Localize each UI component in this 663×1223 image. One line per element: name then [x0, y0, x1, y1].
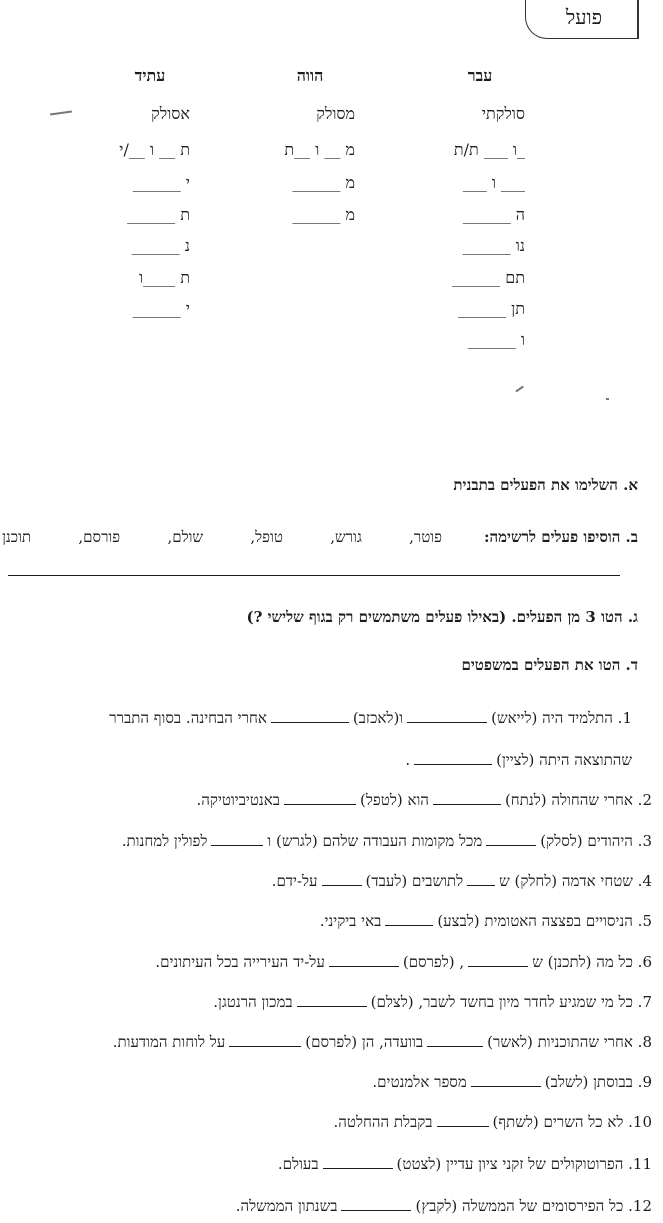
answer-blank[interactable] [329, 966, 399, 967]
answer-blank[interactable] [341, 1210, 411, 1211]
answer-blank[interactable] [414, 764, 492, 765]
sentence-number: 8. [632, 1033, 652, 1051]
sentence-text: בבוסתן (לשלב) [544, 1073, 633, 1091]
sentence-number: 6. [632, 953, 652, 971]
answer-blank[interactable] [323, 1168, 393, 1169]
sentence-text: על-יד העירייה בכל העיתונים. [155, 953, 325, 971]
past-form-row[interactable]: נו ______ [462, 236, 525, 255]
past-form-row[interactable]: תן ______ [458, 299, 525, 318]
exercise-sentence [372, 1073, 652, 1092]
task-c: ג. הטו 3 מן הפעלים. (באילו פעלים משתמשים רק בגוף שלישי ?) [246, 608, 638, 626]
task-a: א. השלימו את הפעלים בתבנית [453, 476, 638, 494]
stray-mark [50, 110, 72, 115]
answer-blank[interactable] [211, 845, 263, 846]
header-future: עתיד [134, 66, 166, 85]
sentence-text: לתושבים (לעבד) [365, 872, 464, 890]
sentence-number: 9. [632, 1073, 652, 1091]
answer-blank[interactable] [322, 885, 362, 886]
sentence-number: 7. [632, 993, 652, 1011]
future-form-row[interactable]: ת __ ו __/י [119, 140, 190, 159]
exercise-sentence [272, 872, 652, 891]
present-form-row[interactable]: מ ______ [292, 173, 355, 192]
exercise-sentence [197, 791, 652, 810]
sentence-text: ו(לאכזב) [352, 709, 404, 727]
sentence-text: באנטיביוטיקה. [196, 791, 281, 809]
answer-blank[interactable] [407, 722, 487, 723]
answer-blank[interactable] [486, 845, 536, 846]
exercise-sentence [320, 912, 652, 931]
exercise-sentence [278, 1155, 652, 1174]
answer-blank[interactable] [433, 804, 501, 805]
exercise-sentence [155, 953, 652, 972]
sentence-text: , (לפרסם) [402, 953, 465, 971]
sentence-text: הפרוטוקולים של זקני ציון עדיין (לצטט) [396, 1155, 624, 1173]
header-present: הווה [296, 66, 324, 85]
answer-blank[interactable] [471, 1086, 541, 1087]
sentence-number: 12. [623, 1197, 652, 1215]
answer-line[interactable] [8, 575, 620, 576]
answer-blank[interactable] [437, 1126, 489, 1127]
answer-blank[interactable] [468, 966, 528, 967]
exercise-sentence [213, 993, 652, 1012]
sentence-number: 3. [632, 832, 652, 850]
future-form-row[interactable]: י ______ [132, 173, 190, 192]
stray-mark [515, 386, 523, 392]
word-item: גורש, [330, 528, 362, 546]
task-b-label: ב. הוסיפו פעלים לרשימה: [484, 528, 638, 546]
answer-blank[interactable] [385, 925, 433, 926]
sentence-text: כל מי שמגיע לחדר מיון בחשד לשבר, (לצלם) [370, 993, 633, 1011]
past-form-row[interactable]: ה ______ [462, 205, 525, 224]
future-form-row[interactable]: ת ______ [127, 205, 190, 224]
sentence-text: התלמיד היה (לייאש) [491, 709, 613, 727]
word-item: פוטר, [409, 528, 442, 546]
word-item: שולם, [167, 528, 204, 546]
sentence-text: במכון הרנטגן. [213, 993, 293, 1011]
exercise-sentence [405, 751, 632, 770]
sentence-number: 11. [623, 1155, 652, 1173]
future-first-form: אסולק [151, 104, 190, 123]
future-form-row[interactable]: ת ____ו [139, 268, 190, 287]
task-b-words [2, 528, 442, 547]
sentence-text: כל מה (לתכנן) ש [532, 953, 633, 971]
sentence-number: 1. [612, 709, 632, 727]
sentence-number: 5. [632, 912, 652, 930]
sentence-text: לא כל השרים (לשתף) [492, 1113, 624, 1131]
topic-tag-label: פועל [565, 5, 603, 29]
exercise-sentence [333, 1113, 652, 1132]
answer-blank[interactable] [229, 1046, 301, 1047]
task-d: ד. הטו את הפעלים במשפטים [461, 656, 638, 674]
sentence-number: 4. [632, 872, 652, 890]
sentence-text: בקבלת ההחלטה. [333, 1113, 433, 1131]
sentence-text: בוועדה, הן (לפרסם) [305, 1033, 424, 1051]
sentence-text: אחרי שהחולה (לנתח) [504, 791, 633, 809]
past-form-row[interactable]: _ו ___ ת/ת [453, 140, 525, 159]
sentence-text: . [405, 751, 411, 769]
past-first-form: סולקתי [481, 104, 525, 123]
exercise-sentence [122, 832, 652, 851]
answer-blank[interactable] [271, 722, 349, 723]
sentence-text: הניסויים בפצצה האטומית (לבצע) [437, 912, 633, 930]
sentence-number: 10. [623, 1113, 652, 1131]
present-form-row[interactable]: מ ______ [292, 205, 355, 224]
sentence-text: על-ידם. [271, 872, 318, 890]
sentence-text: לפולין למחנות. [121, 832, 208, 850]
word-item: פורסם, [78, 528, 121, 546]
past-form-row[interactable]: ___ ו ___ [462, 173, 525, 192]
sentence-text: בשנתון הממשלה. [235, 1197, 338, 1215]
answer-blank[interactable] [467, 885, 495, 886]
past-form-row[interactable]: תם ______ [452, 268, 525, 287]
tag-edge [637, 0, 639, 38]
sentence-number: 2. [632, 791, 652, 809]
present-first-form: מסולק [316, 104, 355, 123]
word-item: טופל, [250, 528, 283, 546]
sentence-text: מכל מקומות העבודה שלהם (לגרש) ו [267, 832, 483, 850]
sentence-text: היהודים (לסלק) [540, 832, 633, 850]
exercise-sentence [109, 709, 632, 728]
word-item: תוכנן [2, 528, 32, 546]
exercise-sentence [236, 1197, 652, 1216]
sentence-text: באי ביקיני. [319, 912, 382, 930]
stray-mark [606, 398, 609, 400]
sentence-text: בעולם. [277, 1155, 319, 1173]
sentence-text: שהתוצאה היתה (לציין) [496, 751, 632, 769]
future-form-row[interactable]: י ______ [132, 299, 190, 318]
sentence-text: כל הפירסומים של הממשלה (לקבץ) [415, 1197, 624, 1215]
sentence-text: שטחי אדמה (לחלק) ש [499, 872, 633, 890]
past-form-row[interactable]: ו ______ [467, 330, 525, 349]
sentence-text: על לוחות המודעות. [112, 1033, 226, 1051]
answer-blank[interactable] [284, 804, 356, 805]
sentence-text: אחרי הבחינה. בסוף התברר [109, 709, 267, 727]
sentence-text: אחרי שהתוכניות (לאשר) [487, 1033, 633, 1051]
future-form-row[interactable]: נ ______ [131, 236, 190, 255]
answer-blank[interactable] [297, 1006, 367, 1007]
sentence-text: מספר אלמנטים. [372, 1073, 467, 1091]
present-form-row[interactable]: מ __ ו __ת [284, 140, 355, 159]
sentence-text: הוא (לטפל) [360, 791, 429, 809]
answer-blank[interactable] [427, 1046, 483, 1047]
header-past: עבר [467, 66, 493, 85]
exercise-sentence [113, 1033, 652, 1052]
